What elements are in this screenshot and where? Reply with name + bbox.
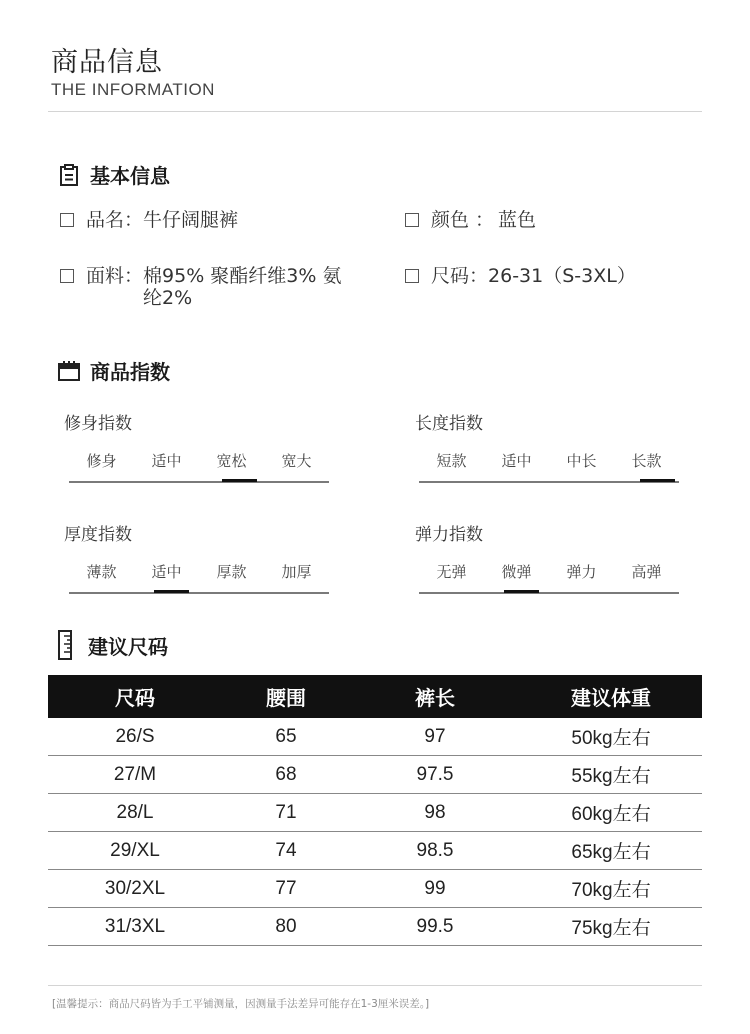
- cell-waist: 65: [222, 718, 350, 756]
- fit-option: 宽松: [216, 452, 247, 470]
- thickness-option: 适中: [151, 563, 182, 581]
- page-title: 商品信息: [51, 47, 163, 78]
- length-option: 短款: [436, 452, 467, 470]
- cell-size: 28/L: [48, 794, 222, 832]
- cell-size: 31/3XL: [48, 908, 222, 946]
- cell-waist: 74: [222, 832, 350, 870]
- basic-info-heading: [58, 160, 170, 189]
- elasticity-selected-marker: [504, 590, 539, 593]
- length-selected-marker: [640, 479, 675, 482]
- header-length: 裤长: [350, 675, 520, 718]
- thickness-scale-line: [69, 592, 329, 594]
- cell-weight: 70kg左右: [520, 870, 702, 908]
- thickness-option: 加厚: [281, 563, 312, 581]
- cell-length: 97: [350, 718, 520, 756]
- info-item-fabric: [60, 265, 360, 309]
- elasticity-option: 微弹: [501, 563, 532, 581]
- table-row: [48, 794, 702, 832]
- cell-weight: 65kg左右: [520, 832, 702, 870]
- header-size: 尺码: [48, 675, 222, 718]
- clipboard-icon: [58, 164, 80, 186]
- elasticity-option: 弹力: [566, 563, 597, 581]
- fabric-value: 棉95% 聚酯纤维3% 氨纶2%: [143, 265, 342, 309]
- info-item-size: [405, 265, 636, 287]
- color-label: 颜色 ：: [431, 209, 495, 231]
- elasticity-index-title: 弹力指数: [415, 525, 483, 545]
- cell-length: 98: [350, 794, 520, 832]
- cell-waist: 68: [222, 756, 350, 794]
- header-divider: [48, 111, 702, 112]
- basic-info-title: 基本信息: [90, 164, 170, 188]
- thickness-option: 薄款: [86, 563, 117, 581]
- cell-size: 29/XL: [48, 832, 222, 870]
- fit-selected-marker: [222, 479, 257, 482]
- name-label: 品名：: [86, 209, 144, 231]
- checkbox-icon: [60, 213, 74, 227]
- checkbox-icon: [60, 269, 74, 283]
- table-row: [48, 756, 702, 794]
- checkbox-icon: [405, 213, 419, 227]
- cell-length: 99: [350, 870, 520, 908]
- cell-size: 27/M: [48, 756, 222, 794]
- length-option: 中长: [566, 452, 597, 470]
- thickness-option: 厚款: [216, 563, 247, 581]
- cell-weight: 55kg左右: [520, 756, 702, 794]
- cell-length: 99.5: [350, 908, 520, 946]
- cell-size: 30/2XL: [48, 870, 222, 908]
- length-scale-line: [419, 481, 679, 483]
- size-title: 建议尺码: [88, 634, 168, 659]
- fit-index-scale: [69, 450, 329, 490]
- fit-option: 适中: [151, 452, 182, 470]
- table-header-row: [48, 675, 702, 718]
- footer-divider: [48, 985, 702, 986]
- cell-waist: 80: [222, 908, 350, 946]
- table-row: [48, 908, 702, 946]
- table-row: [48, 718, 702, 756]
- fit-option: 宽大: [281, 452, 312, 470]
- size-table: [48, 675, 702, 946]
- cell-waist: 71: [222, 794, 350, 832]
- name-value: 牛仔阔腿裤: [143, 209, 239, 231]
- header-waist: 腰围: [222, 675, 350, 718]
- size-value: 26-31（S-3XL）: [488, 265, 636, 287]
- product-index-heading: [58, 356, 170, 385]
- calendar-icon: [58, 360, 80, 382]
- table-row: [48, 832, 702, 870]
- cell-length: 97.5: [350, 756, 520, 794]
- elasticity-option: 高弹: [631, 563, 662, 581]
- length-option: 适中: [501, 452, 532, 470]
- color-value: 蓝色: [498, 209, 537, 231]
- table-row: [48, 870, 702, 908]
- footer-tip: [温馨提示：商品尺码皆为手工平铺测量，因测量手法差异可能存在1-3厘米误差。]: [52, 998, 430, 1010]
- fit-option: 修身: [86, 452, 117, 470]
- size-label: 尺码：: [431, 265, 489, 287]
- elasticity-scale-line: [419, 592, 679, 594]
- fabric-label: 面料：: [86, 265, 144, 287]
- elasticity-option: 无弹: [436, 563, 467, 581]
- fit-index-title: 修身指数: [64, 414, 132, 434]
- length-index-title: 长度指数: [415, 414, 483, 434]
- info-item-name: [60, 209, 238, 231]
- elasticity-index-scale: [419, 561, 679, 601]
- thickness-index-title: 厚度指数: [64, 525, 132, 545]
- fit-scale-line: [69, 481, 329, 483]
- length-option: 长款: [631, 452, 662, 470]
- cell-length: 98.5: [350, 832, 520, 870]
- thickness-selected-marker: [154, 590, 189, 593]
- thickness-index-scale: [69, 561, 329, 601]
- product-index-title: 商品指数: [90, 360, 170, 384]
- cell-weight: 50kg左右: [520, 718, 702, 756]
- checkbox-icon: [405, 269, 419, 283]
- header-weight: 建议体重: [520, 675, 702, 718]
- cell-weight: 60kg左右: [520, 794, 702, 832]
- cell-size: 26/S: [48, 718, 222, 756]
- info-item-color: [405, 209, 536, 231]
- cell-waist: 77: [222, 870, 350, 908]
- cell-weight: 75kg左右: [520, 908, 702, 946]
- length-index-scale: [419, 450, 679, 490]
- ruler-icon: [58, 630, 72, 660]
- page-subtitle: THE INFORMATION: [51, 80, 215, 99]
- size-heading: [58, 630, 168, 660]
